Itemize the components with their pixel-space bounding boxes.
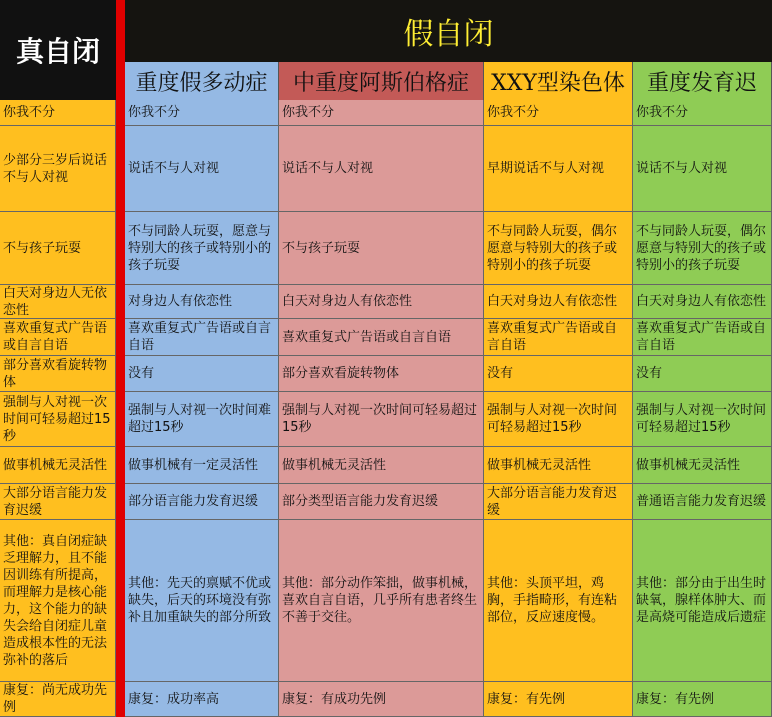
true-autism-cell: 做事机械无灵活性 xyxy=(0,447,116,484)
adhd-cell: 喜欢重复式广告语或自言自语 xyxy=(125,319,279,356)
delay-cell: 其他：部分由于出生时缺氧，腺样体肿大、而是高烧可能造成后遗症 xyxy=(633,520,772,682)
column-title-adhd: 重度假多动症 xyxy=(125,62,279,100)
true-autism-cell: 你我不分 xyxy=(0,100,116,126)
asperger-cell: 做事机械无灵活性 xyxy=(279,447,484,484)
xxy-cell: 做事机械无灵活性 xyxy=(484,447,633,484)
table-row xyxy=(0,319,772,356)
asperger-cell: 其他：部分动作笨拙，做事机械，喜欢自言自语，几乎所有患者终生不善于交往。 xyxy=(279,520,484,682)
true-autism-cell: 强制与人对视一次时间可轻易超过15秒 xyxy=(0,392,116,447)
asperger-cell: 强制与人对视一次时间可轻易超过15秒 xyxy=(279,392,484,447)
table-body xyxy=(0,100,772,717)
delay-cell: 不与同龄人玩耍，偶尔愿意与特别大的孩子或特别小的孩子玩耍 xyxy=(633,212,772,285)
adhd-cell: 你我不分 xyxy=(125,100,279,126)
table-row xyxy=(0,447,772,484)
adhd-cell: 对身边人有依恋性 xyxy=(125,285,279,319)
table-row xyxy=(0,212,772,285)
true-autism-cell: 不与孩子玩耍 xyxy=(0,212,116,285)
true-autism-cell: 少部分三岁后说话不与人对视 xyxy=(0,126,116,212)
true-autism-cell: 白天对身边人无依恋性 xyxy=(0,285,116,319)
xxy-cell: 喜欢重复式广告语或自言自语 xyxy=(484,319,633,356)
adhd-cell: 做事机械有一定灵活性 xyxy=(125,447,279,484)
true-autism-cell: 康复：尚无成功先例 xyxy=(0,682,116,717)
table-row xyxy=(0,285,772,319)
delay-cell: 你我不分 xyxy=(633,100,772,126)
true-autism-cell: 大部分语言能力发育迟缓 xyxy=(0,484,116,520)
delay-cell: 康复：有先例 xyxy=(633,682,772,717)
xxy-cell: 强制与人对视一次时间可轻易超过15秒 xyxy=(484,392,633,447)
adhd-cell: 没有 xyxy=(125,356,279,392)
table-row xyxy=(0,682,772,717)
column-title-xxy: XXY型染色体 xyxy=(484,62,633,100)
column-title-asperger: 中重度阿斯伯格症 xyxy=(279,62,484,100)
adhd-cell: 强制与人对视一次时间难超过15秒 xyxy=(125,392,279,447)
delay-cell: 喜欢重复式广告语或自言自语 xyxy=(633,319,772,356)
fake-autism-header: 假自闭 xyxy=(125,0,772,62)
adhd-cell: 说话不与人对视 xyxy=(125,126,279,212)
asperger-cell: 喜欢重复式广告语或自言自语 xyxy=(279,319,484,356)
xxy-cell: 康复：有先例 xyxy=(484,682,633,717)
true-autism-header: 真自闭 xyxy=(0,0,116,100)
asperger-cell: 部分类型语言能力发育迟缓 xyxy=(279,484,484,520)
table-row xyxy=(0,392,772,447)
table-row xyxy=(0,100,772,126)
adhd-cell: 不与同龄人玩耍，愿意与特别大的孩子或特别小的孩子玩耍 xyxy=(125,212,279,285)
xxy-cell: 没有 xyxy=(484,356,633,392)
xxy-cell: 你我不分 xyxy=(484,100,633,126)
asperger-cell: 不与孩子玩耍 xyxy=(279,212,484,285)
adhd-cell: 康复：成功率高 xyxy=(125,682,279,717)
delay-cell: 普通语言能力发育迟缓 xyxy=(633,484,772,520)
table-row xyxy=(0,484,772,520)
delay-cell: 强制与人对视一次时间可轻易超过15秒 xyxy=(633,392,772,447)
table-row xyxy=(0,356,772,392)
xxy-cell: 白天对身边人有依恋性 xyxy=(484,285,633,319)
true-autism-cell: 其他：真自闭症缺乏理解力，且不能因训练有所提高，而理解力是核心能力，这个能力的缺失会给自闭症儿童造成根本性的无法弥补的落后 xyxy=(0,520,116,682)
asperger-cell: 白天对身边人有依恋性 xyxy=(279,285,484,319)
delay-cell: 没有 xyxy=(633,356,772,392)
adhd-cell: 其他：先天的禀赋不优或缺失，后天的环境没有弥补且加重缺失的部分所致 xyxy=(125,520,279,682)
asperger-cell: 你我不分 xyxy=(279,100,484,126)
true-autism-cell: 喜欢重复式广告语或自言自语 xyxy=(0,319,116,356)
asperger-cell: 说话不与人对视 xyxy=(279,126,484,212)
table-row xyxy=(0,520,772,682)
adhd-cell: 部分语言能力发育迟缓 xyxy=(125,484,279,520)
column-title-delay: 重度发育迟 xyxy=(633,62,772,100)
xxy-cell: 不与同龄人玩耍，偶尔愿意与特别大的孩子或特别小的孩子玩耍 xyxy=(484,212,633,285)
delay-cell: 说话不与人对视 xyxy=(633,126,772,212)
table-row xyxy=(0,126,772,212)
delay-cell: 白天对身边人有依恋性 xyxy=(633,285,772,319)
asperger-cell: 部分喜欢看旋转物体 xyxy=(279,356,484,392)
asperger-cell: 康复：有成功先例 xyxy=(279,682,484,717)
xxy-cell: 大部分语言能力发育迟缓 xyxy=(484,484,633,520)
xxy-cell: 其他：头顶平坦，鸡胸，手指畸形，有连粘部位，反应速度慢。 xyxy=(484,520,633,682)
delay-cell: 做事机械无灵活性 xyxy=(633,447,772,484)
xxy-cell: 早期说话不与人对视 xyxy=(484,126,633,212)
true-autism-cell: 部分喜欢看旋转物体 xyxy=(0,356,116,392)
